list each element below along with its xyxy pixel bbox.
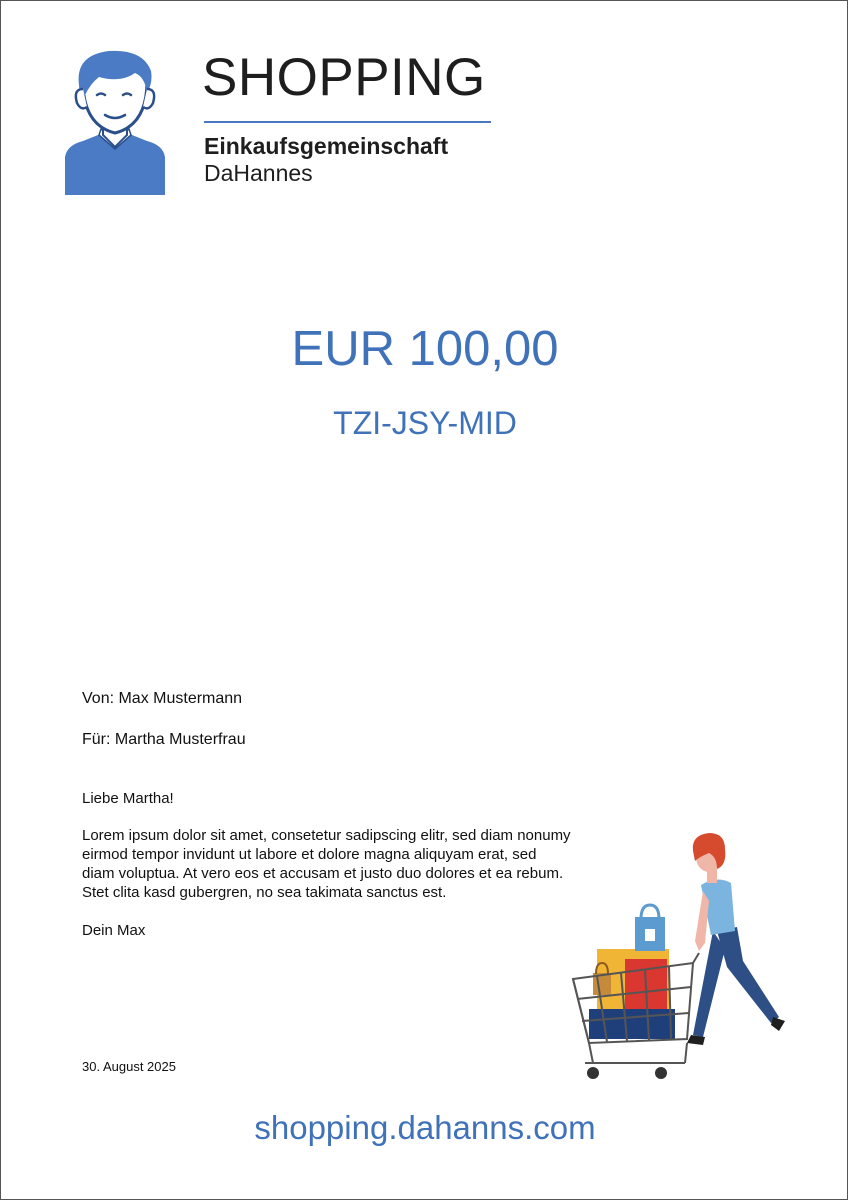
brand-divider xyxy=(204,121,491,123)
brand-subtitle: DaHannes xyxy=(204,160,313,186)
date: 30. August 2025 xyxy=(82,1059,176,1074)
brand-subtitle-bold: Einkaufsgemeinschaft xyxy=(204,133,449,159)
person-avatar-icon xyxy=(63,49,167,195)
shopping-cart-person-illustration xyxy=(567,831,797,1085)
brand-title: SHOPPING xyxy=(202,48,486,107)
footer-url: shopping.dahanns.com xyxy=(254,1109,596,1146)
voucher-code: TZI-JSY-MID xyxy=(333,405,517,441)
signoff: Dein Max xyxy=(82,922,146,939)
greeting: Liebe Martha! xyxy=(82,790,174,807)
sender-line: Von: Max Mustermann xyxy=(82,690,243,707)
recipient-line: Für: Martha Musterfrau xyxy=(82,731,246,748)
message-body: Lorem ipsum dolor sit amet, consetetur sadipscing elitr, sed diam nonumy eirmod tempor invidunt ut labore et dolore magna aliquyam erat, sed diam voluptua. At vero eos et accusam et justo duo dolores et ea rebum. Stet clita kasd gubergren, no sea takimata sanctus est. xyxy=(82,827,571,901)
voucher-amount: EUR 100,00 xyxy=(291,322,559,376)
